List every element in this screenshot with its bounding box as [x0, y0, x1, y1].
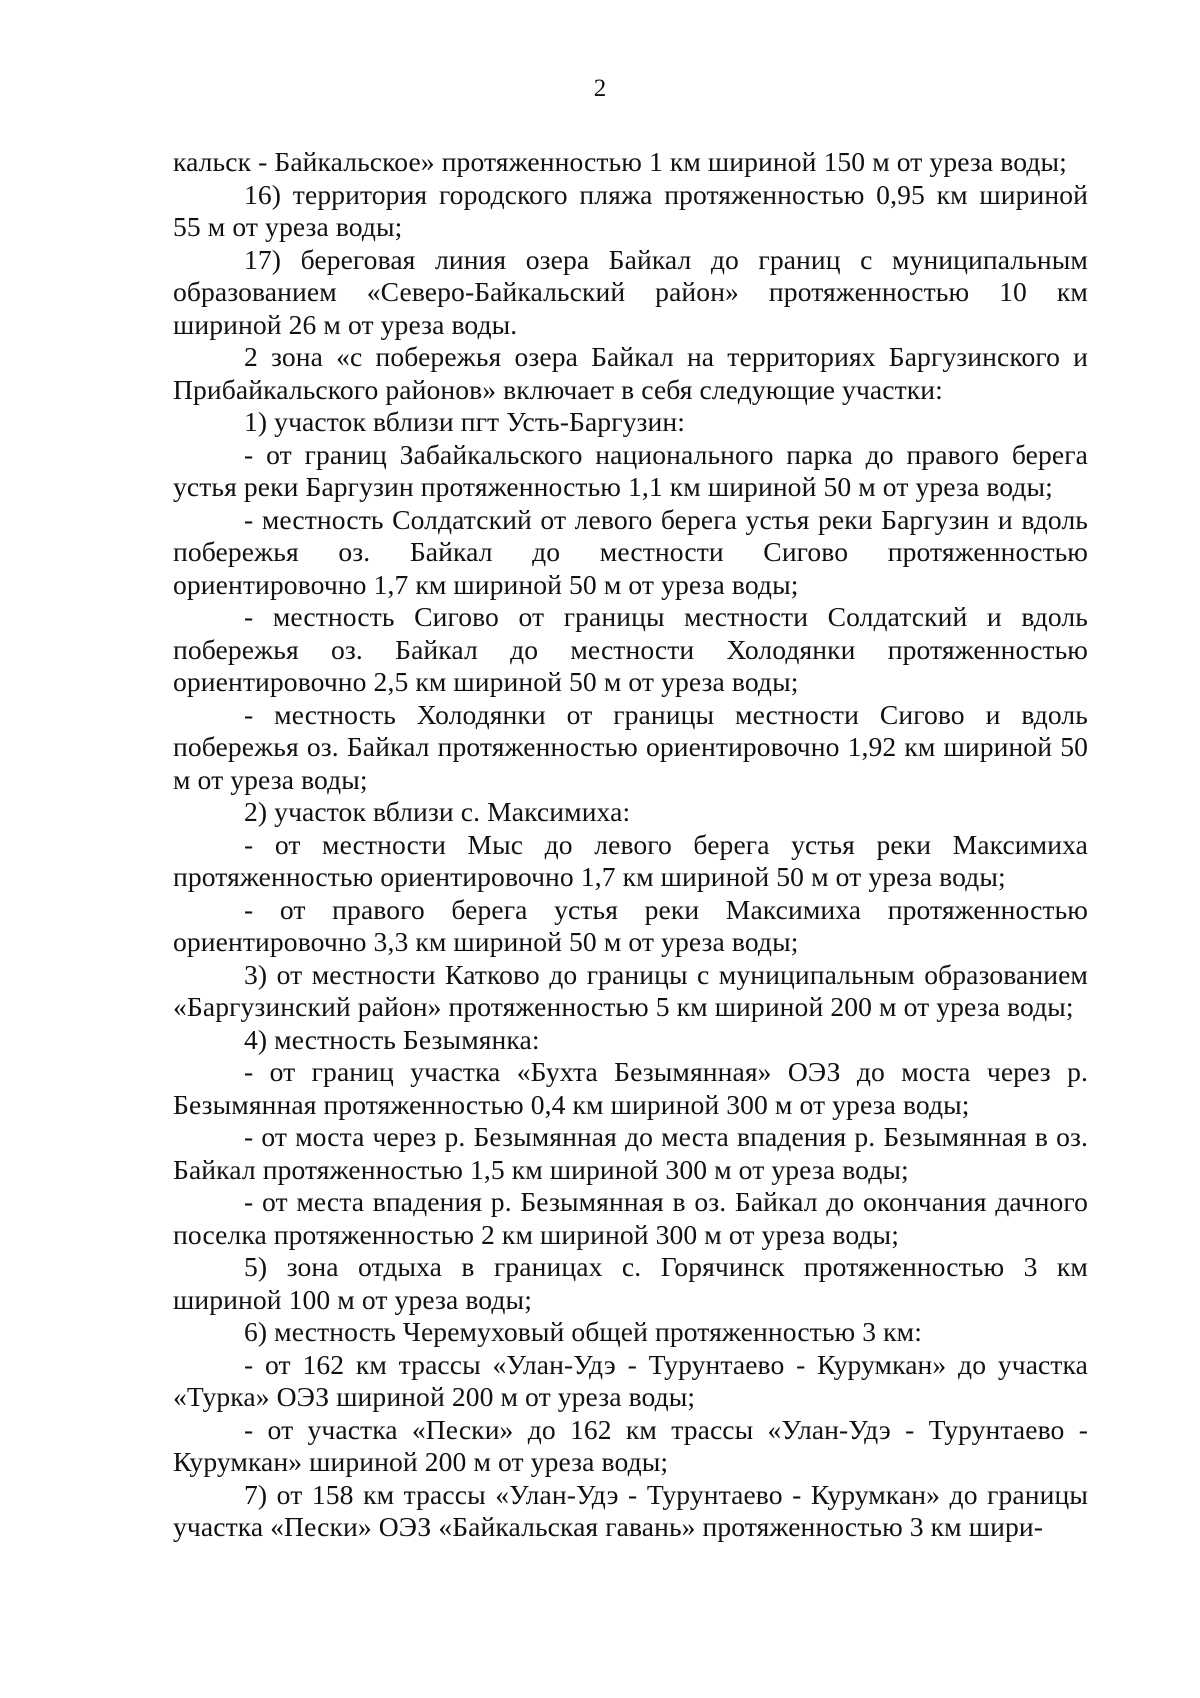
- paragraph: - от границ Забайкальского национального парка до правого берега устья реки Баргузин протяженностью 1,1 км шириной 50 м от уреза воды;: [173, 438, 1088, 502]
- page-number: 2: [593, 75, 607, 102]
- paragraph: 4) местность Безымянка:: [244, 1023, 540, 1055]
- paragraph: 17) береговая линия озера Байкал до границ с муниципальным образованием «Северо-Байкальский район» протяженностью 10 км шириной 26 м от уреза воды.: [173, 243, 1088, 340]
- paragraph: 2) участок вблизи с. Максимиха:: [244, 796, 631, 827]
- paragraph: - местность Солдатский от левого берега устья реки Баргузин и вдоль побережья оз. Байкал до местности Сигово протяженностью ориентировочно 1,7 км шириной 50 м от уреза воды;: [173, 503, 1088, 600]
- paragraph: - от моста через р. Безымянная до места впадения р. Безымянная в оз. Байкал протяженностью 1,5 км шириной 300 м от уреза воды;: [173, 1121, 1088, 1185]
- paragraph: 3) от местности Катково до границы с муниципальным образованием «Баргузинский район» протяженностью 5 км шириной 200 м от уреза воды;: [173, 958, 1088, 1022]
- paragraph: 5) зона отдыха в границах с. Горячинск протяженностью 3 км шириной 100 м от уреза воды;: [173, 1251, 1088, 1315]
- paragraph: 7) от 158 км трассы «Улан-Удэ - Турунтаево - Курумкан» до границы участка «Пески» ОЭЗ «Байкальская гавань» протяженностью 3 км шири-: [173, 1478, 1088, 1542]
- paragraph: 1) участок вблизи пгт Усть-Баргузин:: [244, 406, 686, 437]
- paragraph: - от участка «Пески» до 162 км трассы «Улан-Удэ - Турунтаево - Курумкан» шириной 200 м от уреза воды;: [173, 1413, 1088, 1477]
- paragraph: - от 162 км трассы «Улан-Удэ - Турунтаево - Курумкан» до участка «Турка» ОЭЗ шириной 200 м от уреза воды;: [173, 1348, 1088, 1412]
- paragraph: 2 зона «с побережья озера Байкал на территориях Баргузинского и Прибайкальского районов» включает в себя следующие участки:: [173, 341, 1088, 405]
- paragraph: 16) территория городского пляжа протяженностью 0,95 км шириной 55 м от уреза воды;: [173, 178, 1088, 242]
- paragraph: - местность Сигово от границы местности Солдатский и вдоль побережья оз. Байкал до местности Холодянки протяженностью ориентировочно 2,5 км шириной 50 м от уреза воды;: [173, 601, 1088, 697]
- paragraph: - от границ участка «Бухта Безымянная» ОЭЗ до моста через р. Безымянная протяженностью 0,4 км шириной 300 м от уреза воды;: [173, 1056, 1088, 1120]
- paragraph: - от правого берега устья реки Максимиха протяженностью ориентировочно 3,3 км шириной 50 м от уреза воды;: [173, 893, 1088, 957]
- paragraph: - местность Холодянки от границы местности Сигово и вдоль побережья оз. Байкал протяженностью ориентировочно 1,92 км шириной 50 м от уреза воды;: [173, 698, 1088, 795]
- paragraph: - от местности Мыс до левого берега устья реки Максимиха протяженностью ориентировочно 1,7 км шириной 50 м от уреза воды;: [173, 828, 1088, 892]
- document-body: [173, 146, 1088, 1544]
- paragraph: кальск - Байкальское» протяженностью 1 км шириной 150 м от уреза воды;: [173, 146, 1067, 177]
- paragraph: 6) местность Черемуховый общей протяженностью 3 км:: [244, 1316, 922, 1347]
- paragraph: - от места впадения р. Безымянная в оз. Байкал до окончания дачного поселка протяженностью 2 км шириной 300 м от уреза воды;: [173, 1186, 1088, 1250]
